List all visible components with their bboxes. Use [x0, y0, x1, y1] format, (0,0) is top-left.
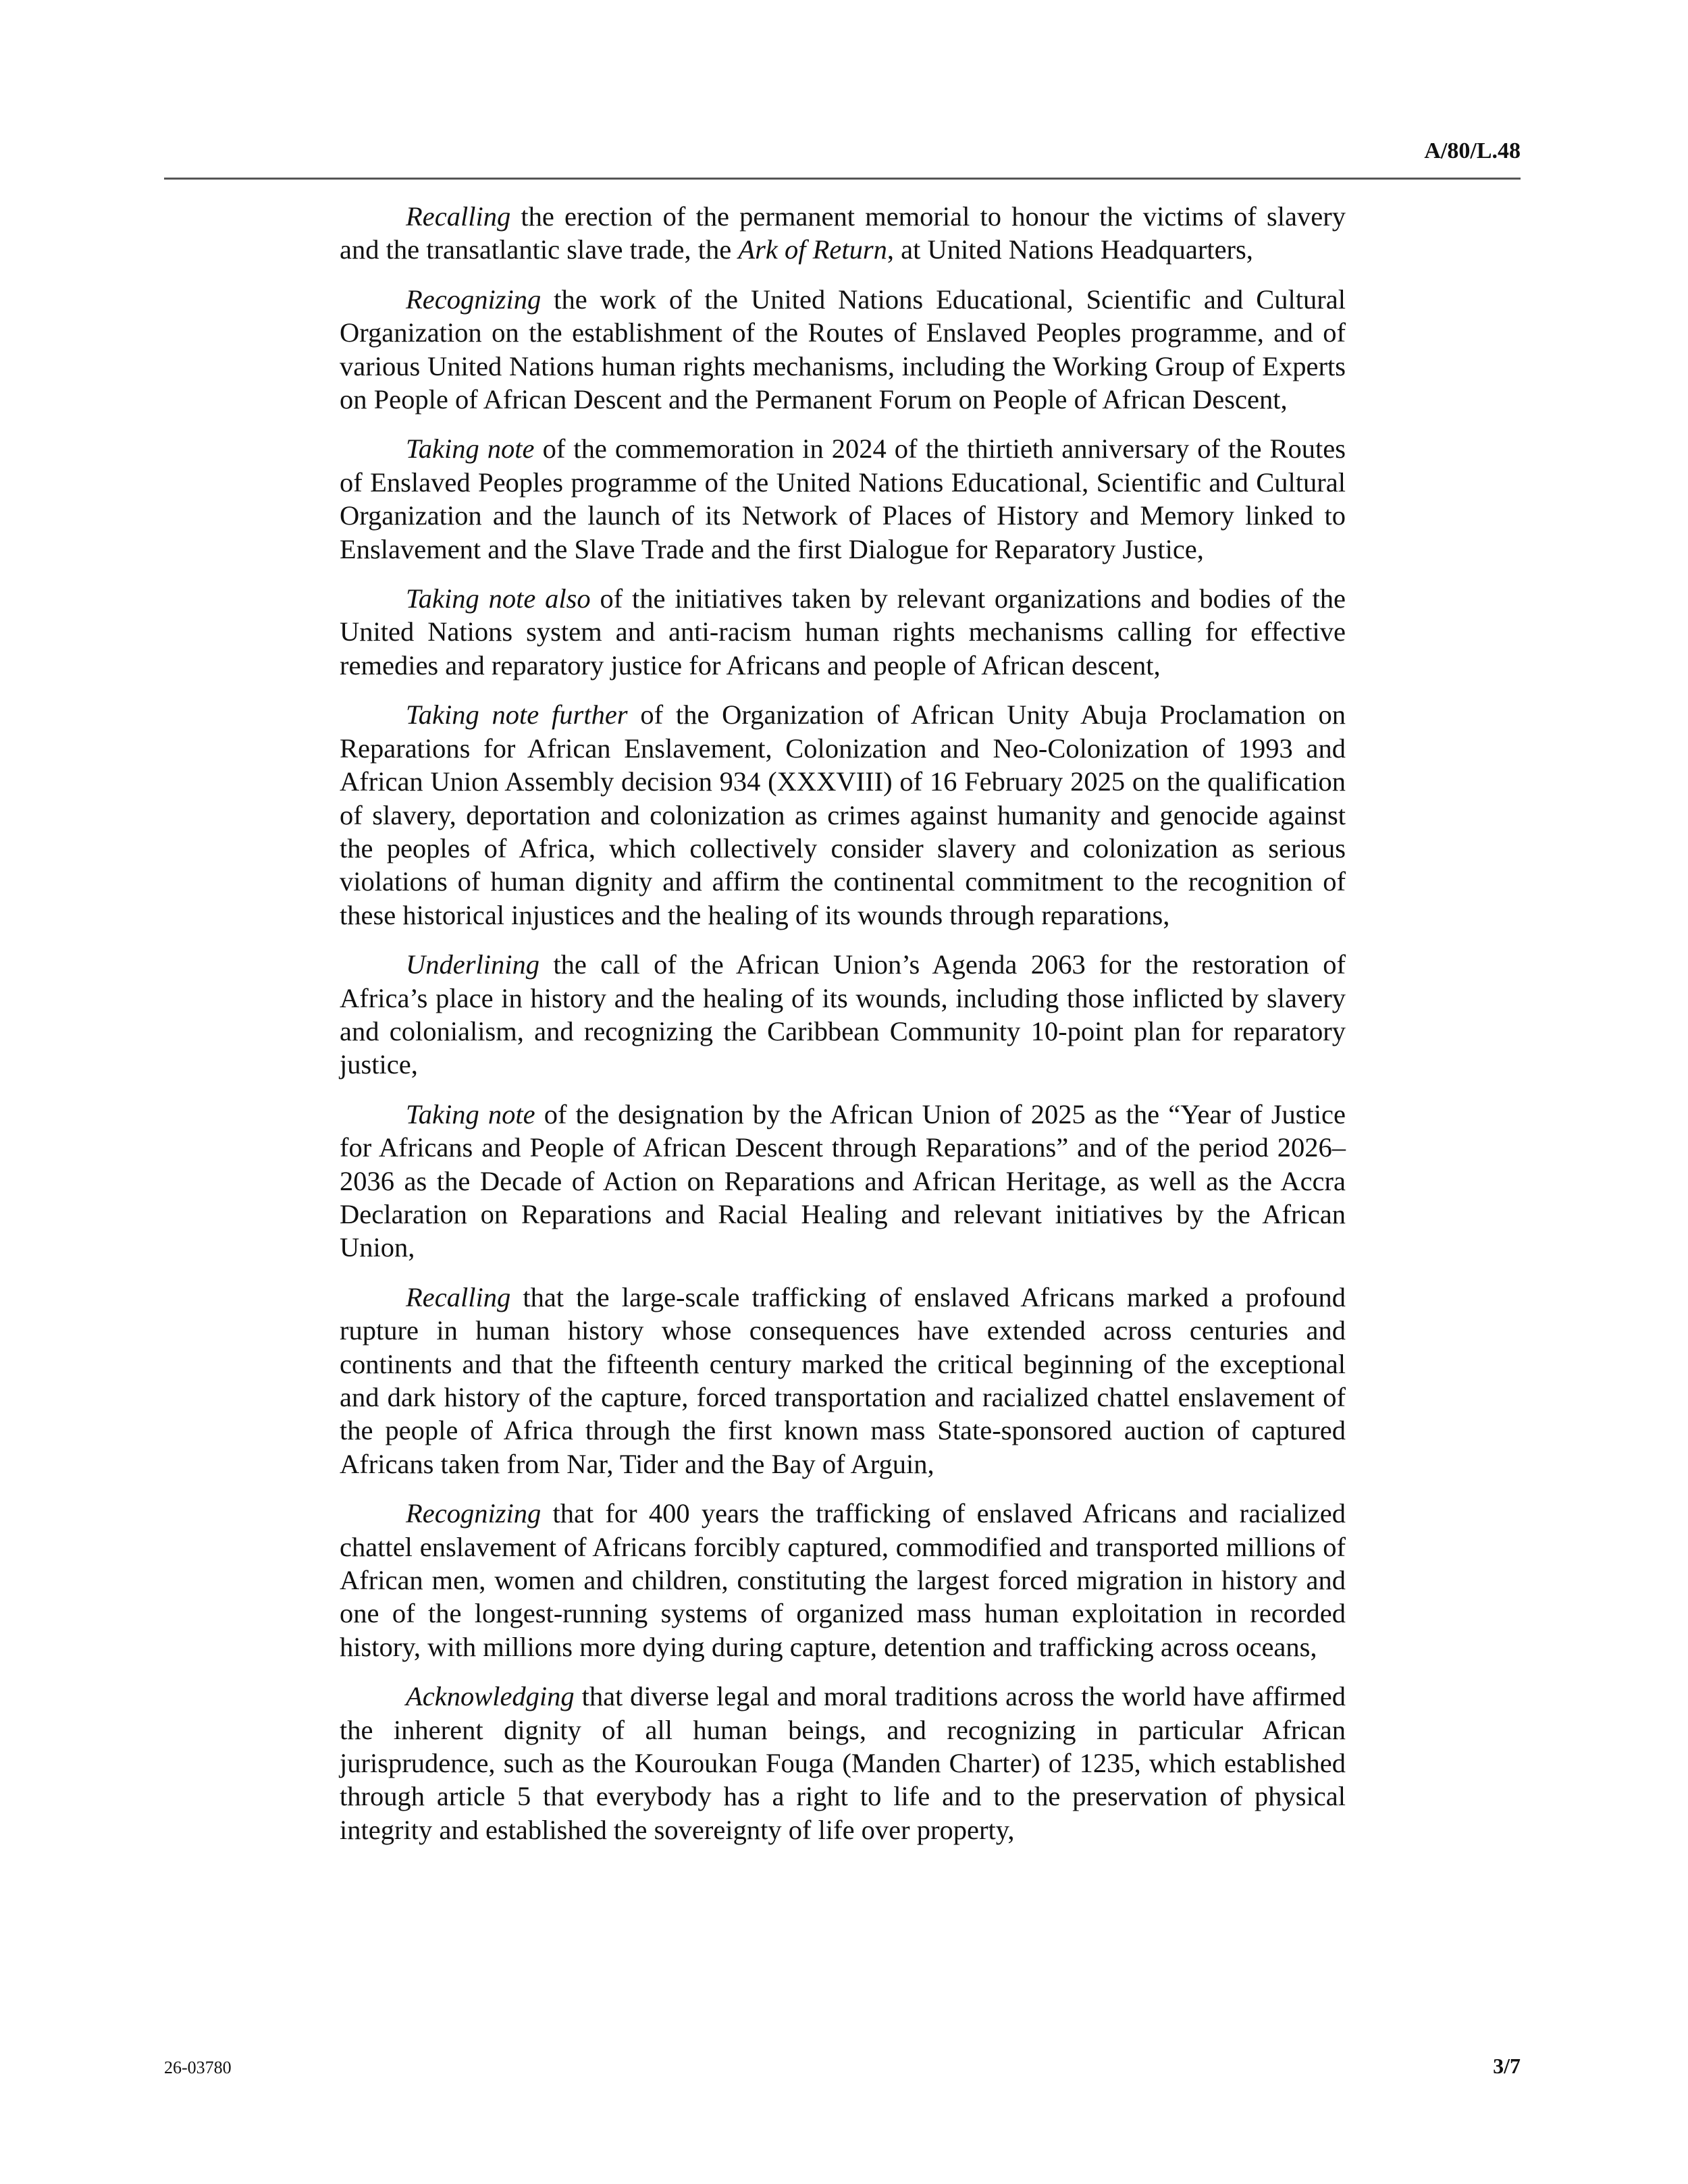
paragraph-lead: Recalling	[406, 201, 511, 232]
paragraph-text: that for 400 years the trafficking of enslaved Africans and racialized chattel enslavement of Africans forcibly captured, commodified and transported millions of African men, women and children, constituting the largest forced migration in history and one of the longest-running systems of organized mass human exploitation in recorded history, with millions more dying during capture, detention and trafficking across oceans,	[340, 1498, 1346, 1662]
paragraph-text: that the large-scale trafficking of enslaved Africans marked a profound rupture in human history whose consequences have extended across centuries and continents and that the fifteenth century marked the critical beginning of the exceptional and dark history of the capture, forced transportation and racialized chattel enslavement of the people of Africa through the first known mass State-sponsored auction of captured Africans taken from Nar, Tider and the Bay of Arguin,	[340, 1281, 1346, 1479]
paragraph-lead: Taking note further	[406, 699, 628, 730]
paragraph-text: the work of the United Nations Educational, Scientific and Cultural Organization on the establishment of the Routes of Enslaved Peoples programme, and of various United Nations human rights mechanisms, including the Working Group of Experts on People of African Descent and the Permanent Forum on People of African Descent,	[340, 284, 1346, 415]
paragraph	[340, 582, 1346, 682]
paragraph-lead: Taking note	[406, 433, 535, 464]
paragraph-lead: Recognizing	[406, 284, 542, 315]
paragraph	[340, 1497, 1346, 1663]
paragraph-lead: Recalling	[406, 1281, 511, 1312]
page-number: 3/7	[1493, 2054, 1521, 2078]
paragraph-italic-title: Ark of Return	[738, 234, 887, 265]
paragraph-text: of the designation by the African Union of 2025 as the “Year of Justice for Africans and People of African Descent through Reparations” and of the period 2026–2036 as the Decade of Action on Reparations and African Heritage, as well as the Accra Declaration on Reparations and Racial Healing and relevant initiatives by the African Union,	[340, 1098, 1346, 1263]
paragraph	[340, 698, 1346, 932]
paragraph	[340, 283, 1346, 417]
paragraph-lead: Underlining	[406, 949, 539, 980]
paragraph-text: the erection of the permanent memorial to honour the victims of slavery and the transatlantic slave trade, the	[340, 201, 1346, 265]
paragraph-text: , at United Nations Headquarters,	[887, 234, 1253, 265]
header-rule	[164, 178, 1521, 180]
paragraph-lead: Taking note also	[406, 583, 591, 614]
paragraph	[340, 1098, 1346, 1264]
paragraph	[340, 948, 1346, 1082]
document-symbol: A/80/L.48	[1424, 138, 1521, 163]
paragraph	[340, 200, 1346, 267]
paragraph-text: the call of the African Union’s Agenda 2063 for the restoration of Africa’s place in history and the healing of its wounds, including those inflicted by slavery and colonialism, and recognizing the Caribbean Community 10-point plan for reparatory justice,	[340, 949, 1346, 1080]
document-body	[340, 200, 1346, 1863]
paragraph-lead: Acknowledging	[406, 1681, 575, 1712]
paragraph-lead: Recognizing	[406, 1498, 542, 1529]
paragraph	[340, 1680, 1346, 1846]
paragraph-text: of the Organization of African Unity Abuja Proclamation on Reparations for African Enslavement, Colonization and Neo-Colonization of 1993 and African Union Assembly decision 934 (XXXVIII) of 16 February 2025 on the qualification of slavery, deportation and colonization as crimes against humanity and genocide against the peoples of Africa, which collectively consider slavery and colonization as serious violations of human dignity and affirm the continental commitment to the recognition of these historical injustices and the healing of its wounds through reparations,	[340, 699, 1346, 930]
paragraph	[340, 432, 1346, 566]
paragraph-lead: Taking note	[406, 1098, 535, 1129]
paragraph-text: that diverse legal and moral traditions across the world have affirmed the inherent dignity of all human beings, and recognizing in particular African jurisprudence, such as the Kouroukan Fouga (Manden Charter) of 1235, which established through article 5 that everybody has a right to life and to the preservation of physical integrity and established the sovereignty of life over property,	[340, 1681, 1346, 1845]
paragraph-text: of the initiatives taken by relevant organizations and bodies of the United Nations system and anti-racism human rights mechanisms calling for effective remedies and reparatory justice for Africans and people of African descent,	[340, 583, 1346, 681]
paragraph-text: of the commemoration in 2024 of the thirtieth anniversary of the Routes of Enslaved Peoples programme of the United Nations Educational, Scientific and Cultural Organization and the launch of its Network of Places of History and Memory linked to Enslavement and the Slave Trade and the first Dialogue for Reparatory Justice,	[340, 433, 1346, 564]
paragraph	[340, 1281, 1346, 1481]
document-number: 26-03780	[164, 2058, 232, 2077]
